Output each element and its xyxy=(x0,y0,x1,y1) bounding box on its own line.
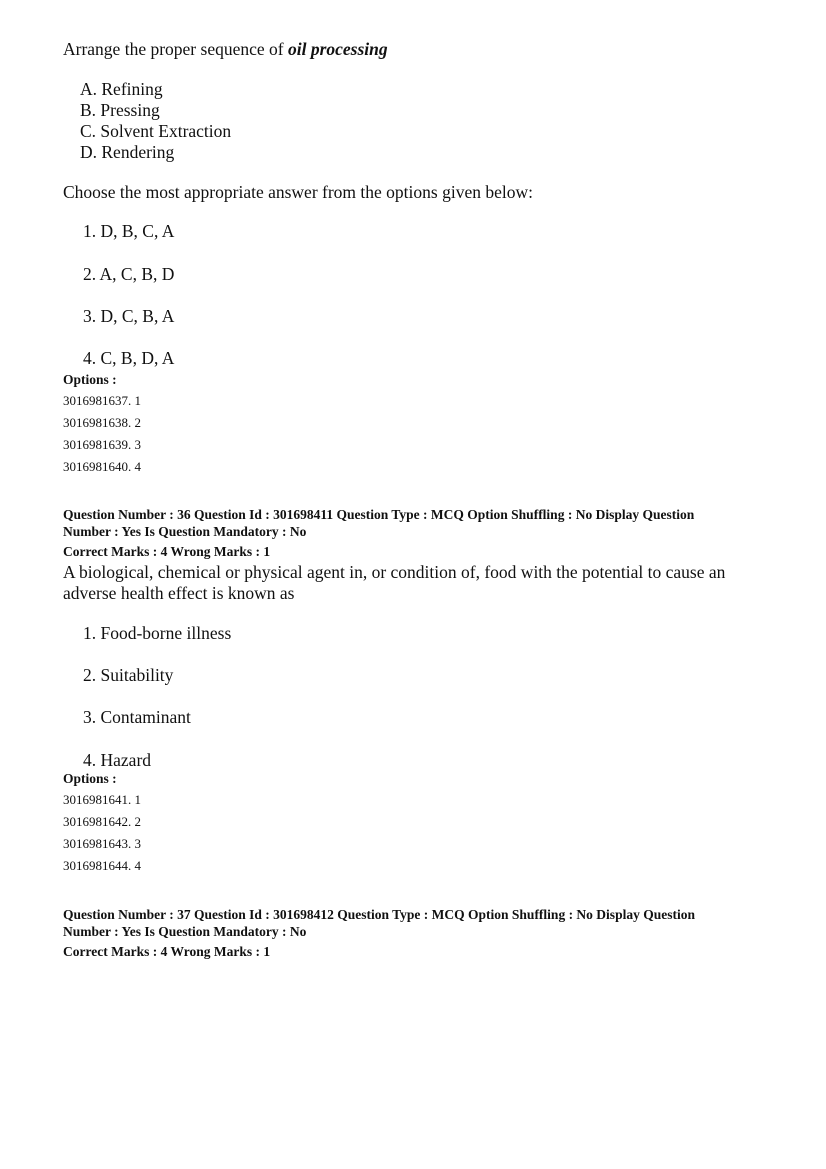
marks-line: Correct Marks : 4 Wrong Marks : 1 xyxy=(63,544,271,559)
marks-line: Correct Marks : 4 Wrong Marks : 1 xyxy=(63,944,271,959)
option-id: 3016981641. 1 xyxy=(63,792,141,807)
option-id: 3016981642. 2 xyxy=(63,814,141,829)
question-meta-line: Question Number : 37 Question Id : 301698412 Question Type : MCQ Option Shuffling : No Display Question xyxy=(63,907,695,922)
answer-choice: 2. Suitability xyxy=(83,665,174,685)
list-item: D. Rendering xyxy=(80,142,175,162)
question-meta xyxy=(63,506,783,560)
option-id: 3016981643. 3 xyxy=(63,836,141,851)
answer-choice: 4. C, B, D, A xyxy=(83,348,175,368)
prompt-text: Arrange the proper sequence of xyxy=(63,39,288,59)
options-label: Options : xyxy=(63,771,117,786)
question-prompt xyxy=(63,39,388,60)
option-id: 3016981638. 2 xyxy=(63,415,141,430)
answer-choice: 1. Food-borne illness xyxy=(83,623,232,643)
question-meta xyxy=(63,906,783,960)
option-id: 3016981637. 1 xyxy=(63,393,141,408)
question-meta-line: Number : Yes Is Question Mandatory : No xyxy=(63,524,307,539)
question-meta-line: Number : Yes Is Question Mandatory : No xyxy=(63,924,307,939)
answer-choice: 3. Contaminant xyxy=(83,707,191,727)
options-label: Options : xyxy=(63,372,117,387)
answer-choice: 3. D, C, B, A xyxy=(83,306,175,326)
question-meta-line: Question Number : 36 Question Id : 301698411 Question Type : MCQ Option Shuffling : No Display Question xyxy=(63,507,695,522)
list-item: B. Pressing xyxy=(80,100,160,120)
option-id: 3016981644. 4 xyxy=(63,858,141,873)
option-id: 3016981640. 4 xyxy=(63,459,141,474)
question-text: A biological, chemical or physical agent in, or condition of, food with the potential to cause an adverse health effect is known as xyxy=(63,562,726,603)
answer-choice: 4. Hazard xyxy=(83,750,152,770)
list-item: A. Refining xyxy=(80,79,163,99)
option-id: 3016981639. 3 xyxy=(63,437,141,452)
list-item: C. Solvent Extraction xyxy=(80,121,232,141)
answer-choice: 2. A, C, B, D xyxy=(83,264,175,284)
prompt-emphasis: oil processing xyxy=(287,39,388,59)
instruction-text: Choose the most appropriate answer from the options given below: xyxy=(63,182,533,202)
answer-choice: 1. D, B, C, A xyxy=(83,221,175,241)
